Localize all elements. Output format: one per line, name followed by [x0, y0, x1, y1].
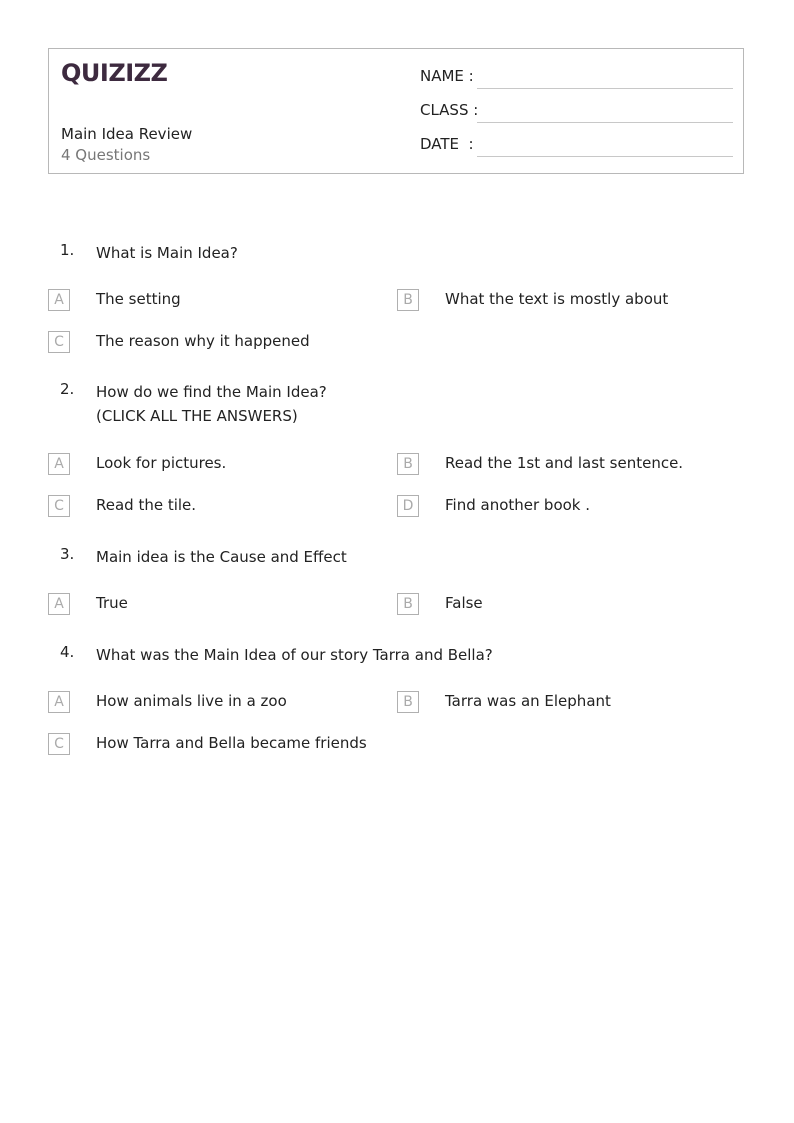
option-letter-box[interactable]: A: [48, 691, 70, 713]
question-text-line-1: How do we find the Main Idea?: [96, 383, 327, 401]
option-text: How Tarra and Bella became friends: [96, 734, 367, 752]
question-text-line-2: (CLICK ALL THE ANSWERS): [96, 407, 298, 425]
option-letter-box[interactable]: B: [397, 691, 419, 713]
option-text: Read the 1st and last sentence.: [445, 454, 684, 472]
question-text: Main idea is the Cause and Effect: [96, 548, 347, 566]
question-text: What is Main Idea?: [96, 244, 238, 262]
option-4b[interactable]: [397, 691, 727, 717]
option-text: Find another book .: [445, 496, 591, 514]
class-field[interactable]: [420, 101, 733, 123]
option-letter-box[interactable]: C: [48, 495, 70, 517]
question-text: What was the Main Idea of our story Tarra and Bella?: [96, 646, 493, 664]
question-text: [96, 380, 327, 428]
option-1b[interactable]: [397, 289, 727, 315]
option-letter-box[interactable]: A: [48, 289, 70, 311]
option-3b[interactable]: [397, 593, 727, 619]
question-number: 2.: [60, 380, 75, 398]
name-line[interactable]: [477, 88, 733, 89]
option-4a[interactable]: [48, 691, 378, 717]
option-1c[interactable]: [48, 331, 378, 357]
option-3a[interactable]: [48, 593, 378, 619]
name-label: NAME :: [420, 67, 474, 85]
class-line[interactable]: [477, 122, 733, 123]
option-2b[interactable]: [397, 453, 727, 479]
option-text: The setting: [96, 290, 181, 308]
option-text: Read the tile.: [96, 496, 197, 514]
option-letter-box[interactable]: A: [48, 453, 70, 475]
worksheet-title: Main Idea Review: [61, 125, 193, 143]
question-count: 4 Questions: [61, 146, 151, 164]
date-label: DATE :: [420, 135, 474, 153]
name-field[interactable]: [420, 67, 733, 89]
date-field[interactable]: [420, 135, 733, 157]
option-text: True: [96, 594, 128, 612]
option-letter-box[interactable]: C: [48, 733, 70, 755]
option-text: Look for pictures.: [96, 454, 227, 472]
option-letter-box[interactable]: A: [48, 593, 70, 615]
question-number: 1.: [60, 241, 75, 259]
question-number: 3.: [60, 545, 75, 563]
class-label: CLASS :: [420, 101, 479, 119]
option-letter-box[interactable]: C: [48, 331, 70, 353]
quizizz-logo: QUIZIZZ: [61, 59, 168, 87]
worksheet-header: [48, 48, 744, 174]
option-text: What the text is mostly about: [445, 290, 669, 308]
option-text: How animals live in a zoo: [96, 692, 287, 710]
question-number: 4.: [60, 643, 75, 661]
option-text: The reason why it happened: [96, 332, 310, 350]
date-line[interactable]: [477, 156, 733, 157]
option-letter-box[interactable]: D: [397, 495, 419, 517]
option-letter-box[interactable]: B: [397, 289, 419, 311]
option-4c[interactable]: [48, 733, 378, 759]
option-text: Tarra was an Elephant: [445, 692, 611, 710]
option-1a[interactable]: [48, 289, 378, 315]
option-2d[interactable]: [397, 495, 727, 521]
option-text: False: [445, 594, 483, 612]
option-letter-box[interactable]: B: [397, 593, 419, 615]
option-2a[interactable]: [48, 453, 378, 479]
option-2c[interactable]: [48, 495, 378, 521]
option-letter-box[interactable]: B: [397, 453, 419, 475]
